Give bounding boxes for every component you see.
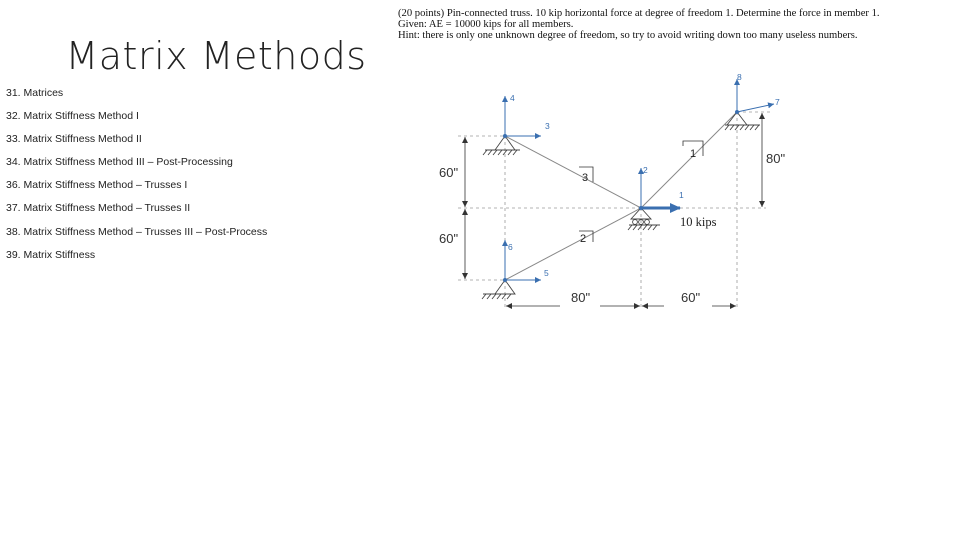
slide-title: Matrix Methods: [65, 34, 367, 78]
topic-item[interactable]: 37. Matrix Stiffness Method – Trusses II: [6, 202, 191, 215]
dof-label: 7: [775, 97, 780, 107]
member-3-line: [505, 136, 641, 208]
topic-item[interactable]: 31. Matrices: [6, 87, 64, 99]
topic-item[interactable]: 33. Matrix Stiffness Method II: [6, 133, 142, 146]
problem-hint: Hint: there is only one unknown degree of freedom, so try to avoid writing down too many useless numbers.: [398, 30, 858, 42]
pin-support-top-right: [725, 112, 760, 130]
topic-item[interactable]: 39. Matrix Stiffness: [6, 248, 96, 261]
dof-label: 1: [679, 190, 684, 200]
topic-item[interactable]: 32. Matrix Stiffness Method I: [6, 110, 139, 123]
problem-given: Given: AE = 10000 kips for all members.: [398, 19, 574, 31]
dimension-label: 80": [571, 290, 591, 305]
dof-arrows: [505, 79, 774, 280]
member-2-line: [505, 208, 641, 280]
dof-label: 2: [643, 165, 648, 175]
topic-item[interactable]: 36. Matrix Stiffness Method – Trusses I: [6, 179, 188, 192]
topic-item[interactable]: 34. Matrix Stiffness Method III – Post-Processing: [6, 156, 233, 169]
member-1-line: [641, 112, 737, 208]
dimension-label: 80": [766, 151, 786, 166]
truss-members: [505, 112, 737, 280]
dof-label: 8: [737, 72, 742, 82]
member-label: 3: [582, 172, 589, 184]
dof-label: 5: [544, 268, 549, 278]
member-label: 2: [580, 233, 587, 245]
dof-label: 3: [545, 121, 550, 131]
load-label: 10 kips: [680, 215, 717, 229]
dof-label: 6: [508, 242, 513, 252]
dimension-label: 60": [681, 290, 701, 305]
pin-support-bottom-left: [482, 280, 515, 299]
dof-7-arrow: [737, 104, 774, 112]
pin-support-top-left: [483, 136, 520, 155]
dof-label: 4: [510, 93, 515, 103]
dimension-label: 60": [439, 231, 459, 246]
topic-item[interactable]: 38. Matrix Stiffness Method – Trusses III – Post-Process: [6, 225, 268, 238]
member-label: 1: [690, 148, 697, 160]
roller-support-center: [628, 208, 660, 230]
dimension-label: 60": [439, 165, 459, 180]
problem-statement: (20 points) Pin-connected truss. 10 kip horizontal force at degree of freedom 1. Determine the force in member 1.: [398, 8, 880, 19]
